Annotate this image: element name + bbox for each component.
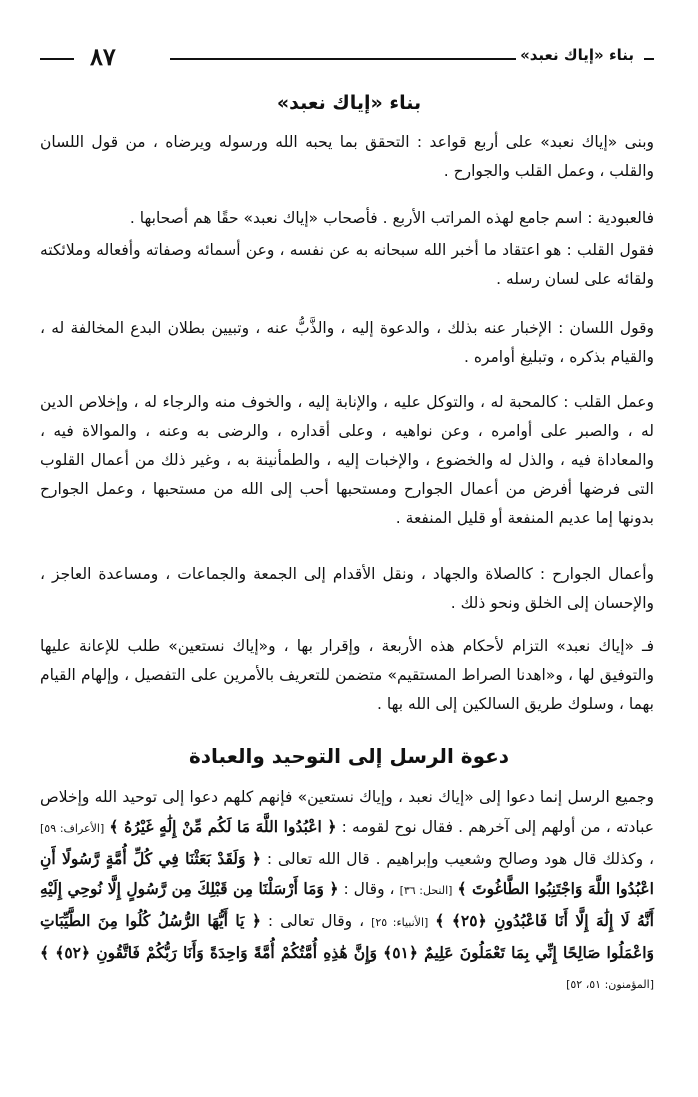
- text-mid2: ، وقال :: [343, 880, 395, 898]
- verse-reference-muminun: [المؤمنون: ٥١، ٥٢]: [566, 978, 654, 991]
- text-mid: ، وكذلك قال هود وصالح وشعيب وإبراهيم . قال الله تعالى :: [266, 850, 654, 868]
- paragraph-limbs-action: وأعمال الجوارح : كالصلاة والجهاد ، ونقل الأقدام إلى الجمعة والجماعات ، ومساعدة العاجز ، والإحسان إلى الخلق ونحو ذلك .: [40, 565, 654, 612]
- verse-reference-nahl: [النحل: ٣٦]: [399, 884, 453, 897]
- section-title-dawat-rusul: دعوة الرسل إلى التوحيد والعبادة: [188, 744, 510, 768]
- paragraph-ubudiyya: فالعبودية : اسم جامع لهذه المراتب الأربع . فأصحاب «إياك نعبد» حقًا هم أصحابها .: [129, 209, 654, 227]
- text-intro: وجميع الرسل إنما دعوا إلى «إياك نعبد ، وإياك نستعين» فإنهم كلهم دعوا إلى توحيد الله وإخلاص عبادته ، من أولهم إلى آخرهم . فقال نوح لقومه :: [40, 788, 654, 836]
- running-header: [40, 42, 654, 74]
- verse-reference-araf: [الأعراف: ٥٩]: [40, 822, 105, 835]
- paragraph-heart-action: وعمل القلب : كالمحبة له ، والتوكل عليه ، والإنابة إليه ، والخوف منه والرجاء له ، وإخلاص الدين له ، والصبر على أوامره ، وعن نواهيه ، وعلى أقداره ، والرضى به وعنه ، والموالاة فيه ، والمعاداة فيه ، والذل له والخضوع ، والإخبات إليه ، والطمأنينة به ، وغير ذلك من أعمال القلوب التى فرضها أفرض من أعمال الجوارح ومستحبها أحب إلى الله من مستحبها ، وعمل الجوارح بدونها إما عديم المنفعة أو قليل المنفعة .: [40, 393, 654, 527]
- header-rule-middle: [170, 58, 564, 60]
- page-number: ٨٧: [84, 42, 122, 71]
- paragraph-messengers-call: [40, 782, 654, 1000]
- paragraph-iyyaka-naabudu: فـ «إياك نعبد» التزام لأحكام هذه الأربعة ، وإقرار بها ، و«إياك نستعين» طلب للإعانة عليها والتوفيق لها ، و«اهدنا الصراط المستقيم» متضمن للتعريف بالأمرين على التفصيل ، وإلهام القيام بهما ، وسلوك طريق السالكين إلى الله بها .: [40, 637, 654, 713]
- quran-verse-muminun: ﴿ يَا أَيُّهَا الرُّسُلُ كُلُوا مِنَ الطَّيِّبَاتِ وَاعْمَلُوا صَالِحًا إِنِّي بِمَا تَعْمَلُونَ عَلِيمٌ ﴿٥١﴾ وَإِنَّ هَٰذِهِ أُمَّتُكُمْ أُمَّةً وَاحِدَةً وَأَنَا رَبُّكُمْ فَاتَّقُونِ ﴿٥٢﴾ ﴾: [40, 911, 654, 962]
- quran-verse-nahl: ﴿ وَلَقَدْ بَعَثْنَا فِي كُلِّ أُمَّةٍ رَّسُولًا أَنِ اعْبُدُوا اللَّهَ وَاجْتَنِبُوا الطَّاغُوتَ ﴾: [40, 849, 654, 898]
- header-rule-right: [644, 58, 654, 60]
- quran-verse-araf: ﴿ اعْبُدُوا اللَّهَ مَا لَكُم مِّنْ إِلَٰهٍ غَيْرُهُ ﴾: [109, 817, 337, 836]
- verse-reference-anbiya: [الأنبياء: ٢٥]: [371, 916, 429, 929]
- quran-verse-anbiya: ﴿ وَمَا أَرْسَلْنَا مِن قَبْلِكَ مِن رَّسُولٍ إِلَّا نُوحِي إِلَيْهِ أَنَّهُ لَا إِلَٰهَ إِلَّا أَنَا فَاعْبُدُونِ ﴿٢٥﴾ ﴾: [40, 879, 654, 930]
- paragraph-four-foundations: وبنى «إياك نعبد» على أربع قواعد : التحقق بما يحبه الله ورسوله ويرضاه ، من قول اللسان والقلب ، وعمل القلب والجوارح .: [40, 133, 654, 180]
- paragraph-heart-speech: فقول القلب : هو اعتقاد ما أخبر الله سبحانه به عن نفسه ، وعن أسمائه وصفاته وأفعاله وملائكته ولقائه على لسان رسله .: [40, 241, 654, 288]
- running-title: بناء «إياك نعبد»: [516, 46, 638, 64]
- section-title-binaa: بناء «إياك نعبد»: [276, 92, 422, 114]
- paragraph-tongue-speech: وقول اللسان : الإخبار عنه بذلك ، والدعوة إليه ، والذَّبُّ عنه ، وتبيين بطلان البدع المخالفة له ، والقيام بذكره ، وتبليغ أوامره .: [40, 319, 654, 366]
- text-mid3: ، وقال تعالى :: [267, 912, 365, 930]
- header-rule-left: [40, 58, 74, 60]
